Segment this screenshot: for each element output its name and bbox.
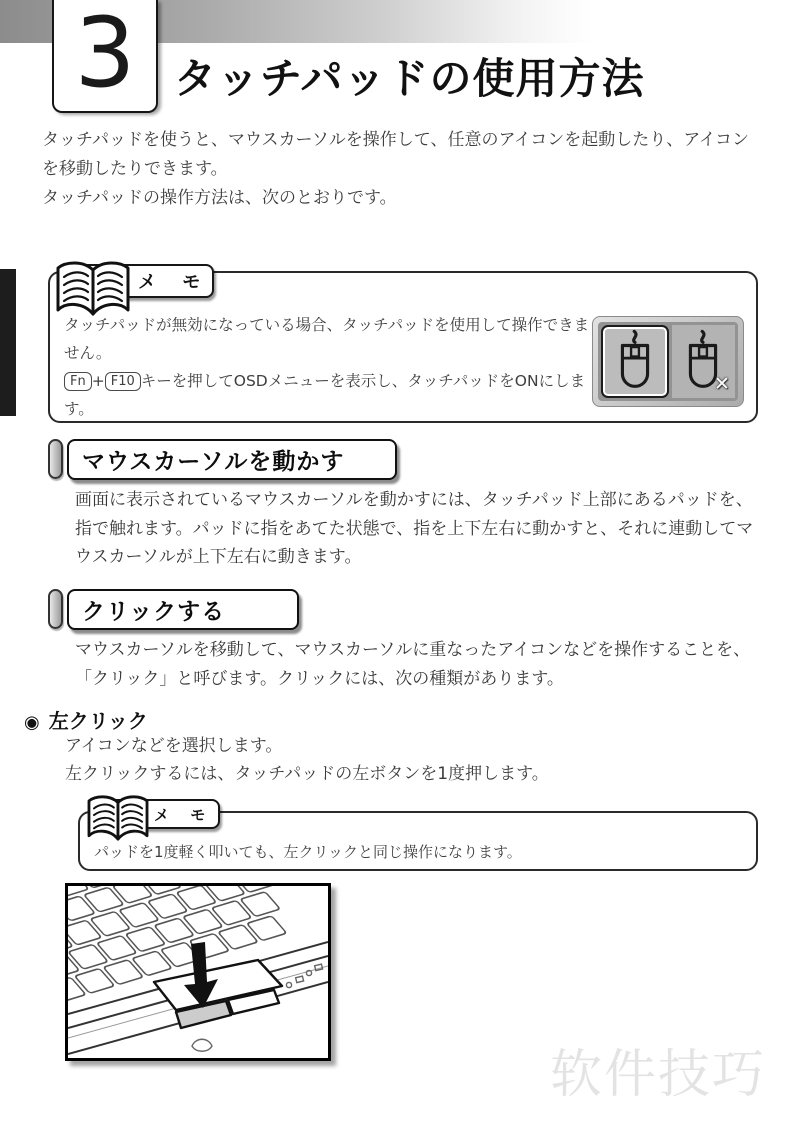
mouse-enabled-icon bbox=[613, 329, 657, 395]
intro-text bbox=[42, 126, 760, 213]
section-title: マウスカーソルを動かす bbox=[82, 449, 345, 475]
section-title: クリックする bbox=[82, 599, 226, 625]
touchpad bbox=[154, 960, 282, 1028]
chapter-number: 3 bbox=[74, 0, 136, 109]
memo-box-1 bbox=[48, 271, 758, 423]
keyboard-svg bbox=[68, 886, 328, 1058]
touchpad-off-option bbox=[672, 325, 736, 398]
watermark: 软件技巧 bbox=[550, 1045, 767, 1105]
x-badge-icon: ✕ bbox=[714, 373, 730, 395]
plus-sign: + bbox=[91, 372, 105, 390]
memo-tab-label: メ モ bbox=[154, 805, 214, 824]
memo-1-line-2-text: キーを押してOSDメニューを表示し、タッチパッドをONにします。 bbox=[64, 372, 586, 418]
memo-1-line-1: タッチパッドが無効になっている場合、タッチパッドを使用して操作できません。 bbox=[64, 316, 590, 362]
section-header-move-cursor bbox=[67, 439, 397, 480]
fn-key: Fn bbox=[64, 372, 92, 391]
memo-1-line-2 bbox=[64, 367, 604, 423]
chapter-side-tab bbox=[0, 269, 16, 416]
memo-box-2 bbox=[78, 805, 758, 871]
section-header-click bbox=[67, 589, 299, 630]
intro-paragraph-1: タッチパッドを使うと、マウスカーソルを操作して、任意のアイコンを起動したり、アイコンを移動したりできます。 bbox=[42, 130, 750, 179]
chapter-number-box bbox=[52, 0, 158, 113]
section-pill-icon bbox=[48, 439, 63, 479]
left-click-body bbox=[65, 733, 549, 788]
osd-panel bbox=[598, 322, 738, 401]
memo-2-line-1: パッドを1度軽く叩いても、左クリックと同じ操作になります。 bbox=[94, 843, 522, 861]
intro-paragraph-2: タッチパッドの操作方法は、次のとおりです。 bbox=[42, 188, 397, 208]
section-body-click: マウスカーソルを移動して、マウスカーソルに重なったアイコンなどを操作することを、「クリック」と呼びます。クリックには、次の種類があります。 bbox=[75, 640, 751, 689]
f10-key: F10 bbox=[105, 372, 141, 391]
left-click-title: 左クリック bbox=[48, 709, 148, 733]
memo-tab-label: メ モ bbox=[138, 272, 211, 293]
keyboard-touchpad-illustration bbox=[65, 883, 331, 1061]
osd-popup-image bbox=[592, 316, 744, 407]
page-title: タッチパッドの使用方法 bbox=[174, 54, 645, 103]
section-body-move-cursor: 画面に表示されているマウスカーソルを動かすには、タッチパッド上部にあるパッドを、指で触れます。パッドに指をあてた状態で、指を上下左右に動かすと、それに連動してマウスカーソルが上下左右に動きます。 bbox=[75, 490, 754, 567]
left-click-line-2: 左クリックするには、タッチパッドの左ボタンを1度押します。 bbox=[65, 763, 549, 784]
section-pill-icon bbox=[48, 589, 63, 629]
left-click-heading bbox=[24, 705, 148, 734]
bullet-icon: ◉ bbox=[24, 712, 40, 733]
touchpad-on-option bbox=[601, 325, 669, 398]
left-click-line-1: アイコンなどを選択します。 bbox=[65, 736, 283, 756]
memo-1-body bbox=[64, 311, 604, 423]
